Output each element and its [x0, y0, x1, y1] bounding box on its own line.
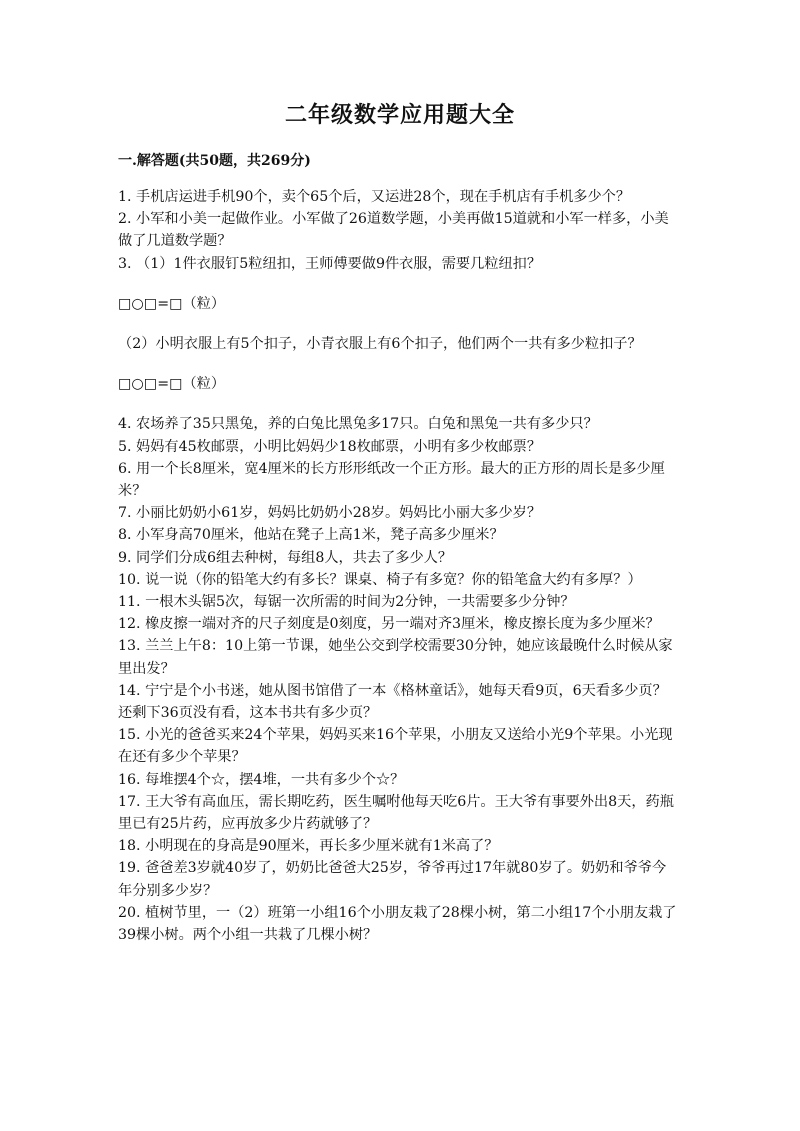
- question-4: 4. 农场养了35只黑兔，养的白兔比黑兔多17只。白兔和黑兔一共有多少只？: [118, 416, 598, 433]
- question-3-part-1: 3. （1）1件衣服钉5粒纽扣，王师傅要做9件衣服，需要几粒纽扣？: [118, 255, 542, 272]
- page-title: 二年级数学应用题大全: [284, 102, 515, 128]
- question-12: 12. 橡皮擦一端对齐的尺子刻度是0刻度，另一端对齐3厘米，橡皮擦长度为多少厘米？: [118, 616, 660, 633]
- question-7: 7. 小丽比奶奶小61岁，妈妈比奶奶小28岁。妈妈比小丽大多少岁？: [118, 505, 542, 522]
- question-13: 13. 兰兰上午8：10上第一节课，她坐公交到学校需要30分钟，她应该最晚什么时候从家里出发？: [118, 638, 673, 677]
- answer-formula-1: □○□=□（粒）: [118, 295, 226, 312]
- question-16: 16. 每堆摆4个☆，摆4堆，一共有多少个☆？: [118, 771, 405, 788]
- answer-formula-2: □○□=□（粒）: [118, 376, 226, 393]
- question-5: 5. 妈妈有45枚邮票，小明比妈妈少18枚邮票，小明有多少枚邮票？: [118, 438, 542, 455]
- question-2: 2. 小军和小美一起做作业。小军做了26道数学题，小美再做15道就和小军一样多，小美做了几道数学题？: [118, 211, 669, 250]
- question-9: 9. 同学们分成6组去种树，每组8人，共去了多少人？: [118, 549, 453, 566]
- question-list: [118, 186, 680, 946]
- question-6: 6. 用一个长8厘米，宽4厘米的长方形形纸改一个正方形。最大的正方形的周长是多少厘米？: [118, 460, 665, 500]
- question-11: 11. 一根木头锯5次，每锯一次所需的时间为2分钟，一共需要多少分钟？: [118, 594, 575, 611]
- question-20: 20. 植树节里，一（2）班第一小组16个小朋友栽了28棵小树，第二小组17个小朋友栽了39棵小树。两个小组一共栽了几棵小树？: [118, 904, 677, 944]
- question-18: 18. 小明现在的身高是90厘米，再长多少厘米就有1米高了？: [118, 838, 499, 855]
- question-10: 10. 说一说（你的铅笔大约有多长？课桌、椅子有多宽？你的铅笔盒大约有多厚？）: [118, 571, 642, 588]
- question-15: 15. 小光的爸爸买来24个苹果，妈妈买来16个苹果，小朋友又送给小光9个苹果。小光现在还有多少个苹果？: [118, 727, 673, 766]
- question-17: 17. 王大爷有高血压，需长期吃药，医生嘱咐他每天吃6片。王大爷有事要外出8天，药瓶里已有25片药，应再放多少片药就够了？: [118, 793, 674, 833]
- question-19: 19. 爸爸差3岁就40岁了，奶奶比爸爸大25岁，爷爷再过17年就80岁了。奶奶和爷爷今年分别多少岁？: [118, 860, 667, 899]
- section-heading: 一.解答题(共50题，共269分): [118, 153, 311, 169]
- question-3-part-2: （2）小明衣服上有5个扣子，小青衣服上有6个扣子，他们两个一共有多少粒扣子？: [118, 336, 642, 353]
- question-14: 14. 宁宁是个小书迷，她从图书馆借了一本《格林童话》，她每天看9页，6天看多少页？还剩下36页没有看，这本书共有多少页？: [118, 682, 667, 722]
- question-1: 1. 手机店运进手机90个，卖个65个后，又运进28个，现在手机店有手机多少个？: [118, 189, 631, 205]
- question-8: 8. 小军身高70厘米，他站在凳子上高1米，凳子高多少厘米？: [118, 527, 504, 544]
